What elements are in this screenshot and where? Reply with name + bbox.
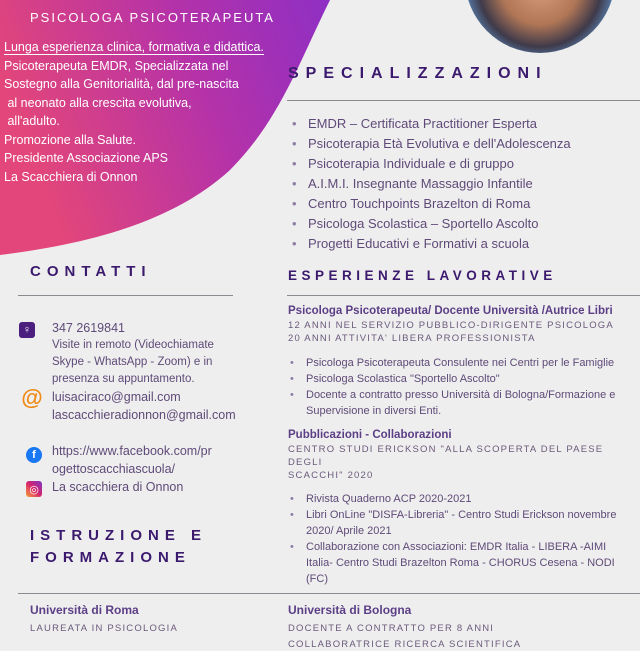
list-item: • Rivista Quaderno ACP 2020-2021	[288, 491, 632, 507]
caps-line: SCACCHI" 2020	[288, 470, 374, 481]
list-item: • Psicoterapia Età Evolutiva e dell'Adolescenza	[290, 134, 571, 154]
list-item: • Centro Touchpoints Brazelton di Roma	[290, 194, 571, 214]
visits-line: Visite in remoto (Videochiamate	[52, 339, 214, 351]
list-item: • EMDR – Certificata Practitioner Esperta	[290, 114, 571, 134]
edu-caps: LAUREATA IN PSICOLOGIA	[30, 623, 178, 634]
email-link[interactable]: lascacchieradionnon@gmail.com	[52, 408, 236, 422]
intro-line: al neonato alla crescita evolutiva,	[4, 95, 192, 110]
heading-specializzazioni: SPECIALIZZAZIONI	[288, 65, 548, 82]
phone-icon: ♀	[19, 322, 35, 338]
caps-line: 12 ANNI NEL SERVIZIO PUBBLICO-DIRIGENTE PSICOLOGA	[288, 320, 614, 331]
contact-info	[52, 319, 236, 496]
facebook-line: ogettoscacchiascuola/	[52, 462, 175, 476]
intro-line: Sostegno alla Genitorialità, dal pre-nascita	[4, 77, 239, 91]
heading-contatti: CONTATTI	[30, 263, 152, 280]
phone-number[interactable]: 347 2619841	[52, 321, 125, 335]
divider	[287, 100, 640, 101]
job-section	[288, 305, 640, 587]
heading-esperienze: ESPERIENZE LAVORATIVE	[288, 268, 557, 283]
list-item: • Psicologa Scolastica – Sportello Ascolto	[290, 214, 571, 234]
instagram-icon: ◎	[26, 481, 42, 497]
intro-line: all'adulto.	[4, 114, 60, 128]
visits-line: presenza su appuntamento.	[52, 373, 195, 385]
list-item: • Libri OnLine "DISFA-Libreria" - Centro Studi Erickson novembre 2020/ Aprile 2021	[288, 507, 632, 539]
list-item: • Collaborazione con Associazioni: EMDR Italia - LIBERA -AIMI Italia- Centro Studi Brazelton Roma - CHORUS Cesena - NODI (FC)	[288, 539, 632, 587]
intro-line: Promozione alla Salute.	[4, 132, 137, 147]
instagram-link[interactable]: La scacchiera di Onnon	[52, 480, 184, 494]
facebook-link[interactable]	[52, 442, 236, 478]
at-icon: @	[21, 385, 43, 410]
intro-line: Lunga esperienza clinica, formativa e didattica.	[4, 40, 264, 54]
intro-line: Presidente Associazione APS	[4, 151, 168, 165]
divider	[18, 593, 640, 594]
list-item: • Progetti Educativi e Formativi a scuola	[290, 234, 571, 254]
divider	[287, 295, 640, 296]
facebook-line: https://www.facebook.com/pr	[52, 444, 212, 458]
edu-caps: COLLABORATRICE RICERCA SCIENTIFICA	[288, 639, 522, 650]
specializzazioni-list	[290, 114, 571, 254]
edu-roma	[30, 603, 178, 635]
job-role: PSICOLOGA PSICOTERAPEUTA	[30, 10, 275, 25]
job-title: Psicologa Psicoterapeuta/ Docente Università /Autrice Libri	[288, 305, 613, 317]
heading-line: FORMAZIONE	[30, 549, 191, 566]
caps-line: CENTRO STUDI ERICKSON "ALLA SCOPERTA DEL PAESE DEGLI	[288, 444, 604, 468]
list-item: • Psicologa Psicoterapeuta Consulente nei Centri per le Famiglie	[288, 355, 640, 371]
pub-title: Pubblicazioni - Collaborazioni	[288, 429, 452, 441]
edu-bologna	[288, 603, 521, 651]
facebook-icon: f	[26, 447, 42, 463]
list-item: • A.I.M.I. Insegnante Massaggio Infantile	[290, 174, 571, 194]
divider	[18, 295, 233, 296]
intro-line: Psicoterapeuta EMDR, Specializzata nel	[4, 58, 229, 73]
heading-istruzione	[30, 525, 207, 569]
intro-text	[4, 38, 264, 186]
list-item: • Psicologa Scolastica "Sportello Ascolto"	[288, 371, 640, 387]
visits-line: Skype - WhatsApp - Zoom) e in	[52, 356, 213, 368]
edu-caps: DOCENTE A CONTRATTO PER 8 ANNI	[288, 623, 495, 634]
intro-line: La Scacchiera di Onnon	[4, 169, 138, 184]
heading-line: ISTRUZIONE E	[30, 527, 208, 544]
edu-title: Università di Roma	[30, 603, 139, 617]
email-link[interactable]: luisaciraco@gmail.com	[52, 390, 181, 404]
edu-title: Università di Bologna	[288, 603, 412, 617]
list-item: • Psicoterapia Individuale e di gruppo	[290, 154, 571, 174]
list-item: • Docente a contratto presso Università di Bologna/Formazione e Supervisione in diversi Enti.	[288, 387, 640, 419]
caps-line: 20 ANNI ATTIVITA' LIBERA PROFESSIONISTA	[288, 333, 536, 344]
